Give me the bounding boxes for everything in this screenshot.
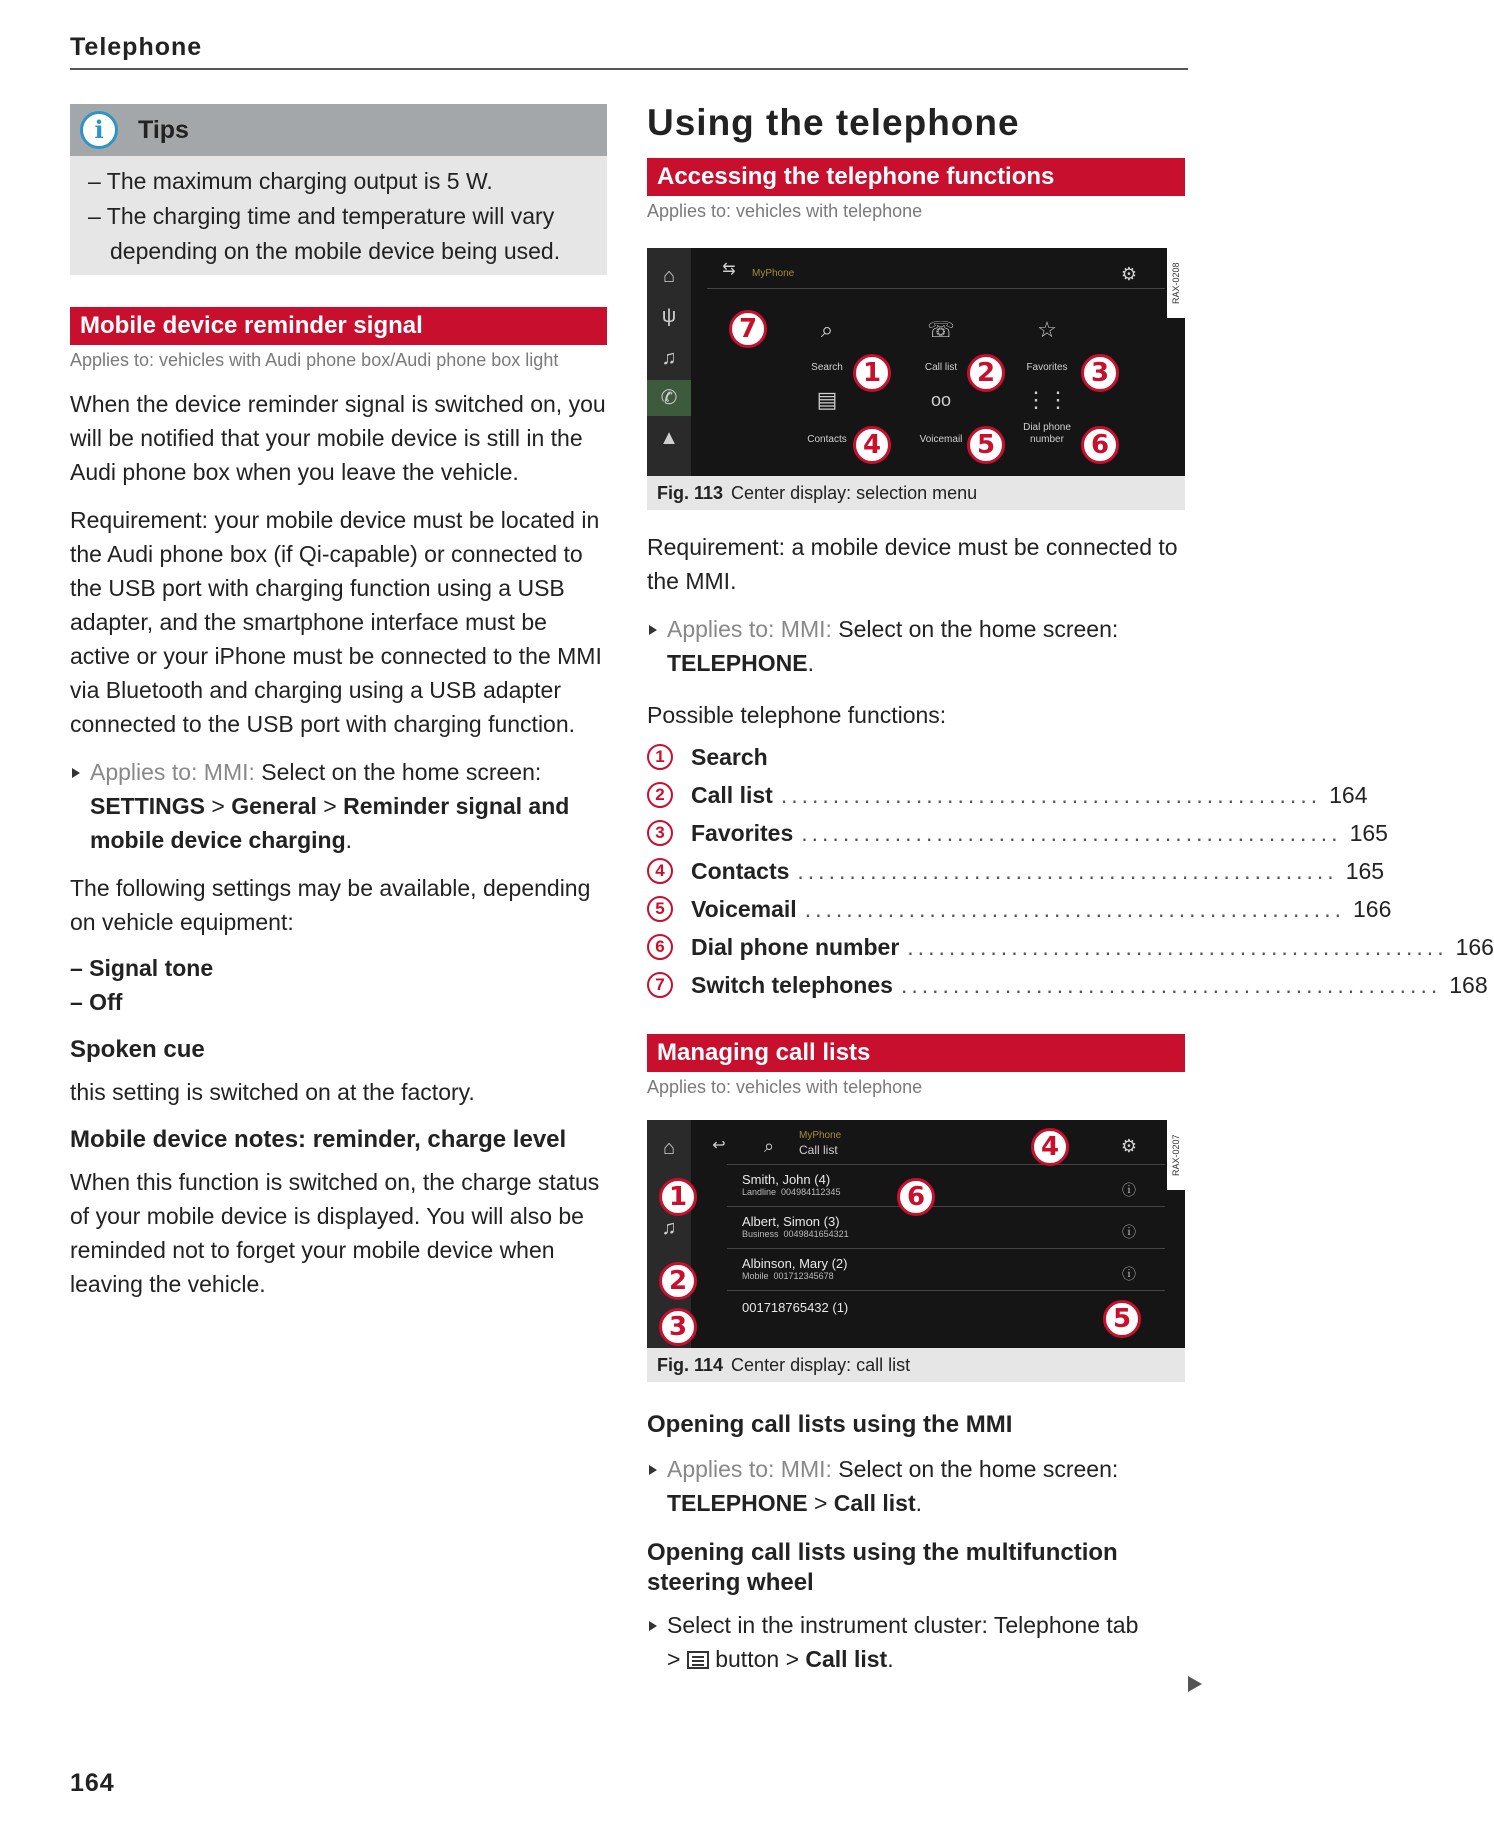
contacts-icon: ▤ bbox=[816, 387, 838, 412]
step-text: Select in the instrument cluster: Telephone tab bbox=[667, 1612, 1139, 1638]
callout-6: 6 bbox=[897, 1178, 935, 1216]
function-page: 168 bbox=[1449, 972, 1488, 998]
gear-icon: ⚙ bbox=[1120, 264, 1138, 284]
star-icon: ☆ bbox=[1037, 317, 1057, 342]
function-item bbox=[647, 966, 1488, 1004]
step-end: . bbox=[887, 1646, 894, 1672]
instruction-step bbox=[70, 755, 607, 857]
tile-label: Call list bbox=[924, 362, 958, 373]
tile-label: Search bbox=[811, 362, 843, 373]
row-divider bbox=[727, 1164, 1165, 1165]
function-number: 7 bbox=[647, 972, 673, 998]
row-divider bbox=[727, 1290, 1165, 1291]
function-item bbox=[647, 738, 1185, 776]
info-icon: ⓘ bbox=[1122, 1266, 1136, 1282]
rax-label: RAX-0208 bbox=[1167, 248, 1185, 318]
call-type: Business bbox=[742, 1229, 779, 1239]
callout-5: 5 bbox=[967, 426, 1005, 464]
step-prefix: Applies to: MMI: bbox=[90, 759, 255, 785]
spoken-cue-heading: Spoken cue bbox=[70, 1036, 205, 1063]
keypad-icon: ⋮⋮ bbox=[1025, 387, 1069, 412]
path-separator: > bbox=[667, 1646, 681, 1672]
functions-intro: Possible telephone functions: bbox=[647, 702, 947, 728]
info-icon: ⓘ bbox=[1122, 1182, 1136, 1198]
display-call-list bbox=[647, 1120, 1185, 1348]
right-column bbox=[647, 100, 1494, 1676]
function-page: 165 bbox=[1345, 858, 1385, 884]
callout-1: 1 bbox=[853, 354, 891, 392]
step-end: . bbox=[807, 650, 814, 676]
step-text: Select on the home screen: bbox=[838, 616, 1119, 642]
function-item bbox=[647, 776, 1368, 814]
figure-caption bbox=[647, 476, 1185, 510]
applies-to: Applies to: vehicles with Audi phone box/Audi phone box light bbox=[70, 350, 559, 370]
callout-4: 4 bbox=[1031, 1128, 1069, 1166]
menu-path-call-list: Call list bbox=[805, 1646, 888, 1672]
figure-113 bbox=[647, 248, 1185, 510]
section-title-access: Accessing the telephone functions bbox=[647, 158, 1185, 196]
header-divider bbox=[70, 68, 1188, 70]
callout-3: 3 bbox=[659, 1308, 697, 1346]
tile-label: Contacts bbox=[807, 434, 847, 445]
function-page: 166 bbox=[1455, 934, 1494, 960]
next-page-arrow-icon bbox=[1188, 1676, 1202, 1692]
tips-box bbox=[70, 104, 607, 275]
voicemail-icon: oo bbox=[930, 390, 952, 410]
path-separator: > bbox=[323, 793, 337, 819]
phone-icon: ✆ bbox=[647, 380, 691, 416]
row-divider bbox=[727, 1248, 1165, 1249]
left-column bbox=[70, 104, 607, 1301]
figure-number: Fig. 114 bbox=[657, 1355, 724, 1375]
leader-dots: .................................................... bbox=[907, 934, 1448, 960]
function-item bbox=[647, 890, 1392, 928]
reminder-section bbox=[70, 307, 607, 1301]
search-icon: ⌕ bbox=[763, 1136, 775, 1156]
function-label: Switch telephones bbox=[691, 972, 893, 998]
call-number: 0049841654321 bbox=[783, 1229, 849, 1239]
function-label: Voicemail bbox=[691, 896, 797, 922]
main-title: Using the telephone bbox=[647, 102, 1020, 143]
info-icon: ⓘ bbox=[1122, 1224, 1136, 1240]
page-number: 164 bbox=[70, 1769, 115, 1797]
back-icon: ↩ bbox=[712, 1137, 726, 1154]
section-title-calls: Managing call lists bbox=[647, 1034, 1185, 1072]
function-item bbox=[647, 814, 1388, 852]
step-end: . bbox=[915, 1490, 922, 1516]
option-item: – Signal tone bbox=[70, 955, 214, 981]
paragraph: Requirement: a mobile device must be connected to the MMI. bbox=[647, 534, 1178, 594]
function-number: 6 bbox=[647, 934, 673, 960]
figure-number: Fig. 113 bbox=[657, 483, 724, 503]
option-item: – Off bbox=[70, 989, 123, 1015]
screen-supertitle: MyPhone bbox=[799, 1130, 842, 1141]
paragraph: this setting is switched on at the factory. bbox=[70, 1079, 475, 1105]
tips-title: Tips bbox=[138, 116, 189, 144]
menu-path-settings: SETTINGS bbox=[90, 793, 206, 819]
caption-text: Center display: selection menu bbox=[731, 483, 978, 503]
function-page: 165 bbox=[1349, 820, 1388, 846]
info-icon: i bbox=[80, 111, 118, 149]
notes-heading: Mobile device notes: reminder, charge level bbox=[70, 1126, 567, 1153]
section-title-reminder: Mobile device reminder signal bbox=[70, 307, 607, 345]
call-number: 004984112345 bbox=[781, 1187, 841, 1197]
menu-path-call-list: Call list bbox=[833, 1490, 916, 1516]
home-icon: ⌂ bbox=[662, 265, 676, 287]
call-row bbox=[742, 1214, 849, 1240]
row-divider bbox=[727, 1206, 1165, 1207]
function-number: 2 bbox=[647, 782, 673, 808]
instruction-step bbox=[647, 1608, 1185, 1676]
step-text: Select on the home screen: bbox=[261, 759, 542, 785]
display-selection-menu bbox=[647, 248, 1185, 476]
display-sidebar bbox=[647, 248, 691, 476]
call-type: Landline bbox=[742, 1187, 777, 1197]
tile-label: Favorites bbox=[1026, 362, 1068, 373]
calls-section bbox=[647, 1034, 1185, 1100]
function-number: 1 bbox=[647, 744, 673, 770]
caption-text: Center display: call list bbox=[731, 1355, 911, 1375]
callout-2: 2 bbox=[659, 1262, 697, 1300]
leader-dots: .................................................... bbox=[804, 896, 1345, 922]
path-separator: > bbox=[211, 793, 225, 819]
step-prefix: Applies to: MMI: bbox=[667, 1456, 832, 1482]
tips-header bbox=[70, 104, 607, 156]
screen-title: MyPhone bbox=[752, 268, 795, 279]
call-name: Albinson, Mary (2) bbox=[742, 1256, 848, 1271]
function-number: 5 bbox=[647, 896, 673, 922]
open-mmi-heading: Opening call lists using the MMI bbox=[647, 1411, 1013, 1438]
music-icon: ♫ bbox=[661, 1217, 677, 1239]
step-end: . bbox=[345, 827, 353, 853]
function-number: 4 bbox=[647, 858, 673, 884]
search-icon: ⌕ bbox=[820, 317, 834, 342]
leader-dots: .................................................... bbox=[780, 782, 1322, 808]
menu-path-telephone: TELEPHONE bbox=[667, 650, 808, 676]
leader-dots: .................................................... bbox=[900, 972, 1442, 998]
tile-label: Voicemail bbox=[919, 434, 963, 445]
path-separator: > bbox=[785, 1646, 799, 1672]
call-row bbox=[742, 1300, 848, 1315]
open-wheel-heading: Opening call lists using the multifunction steering wheel bbox=[647, 1539, 1118, 1596]
rax-label: RAX-0207 bbox=[1167, 1120, 1185, 1190]
menu-path-general: General bbox=[231, 793, 317, 819]
call-name: Albert, Simon (3) bbox=[742, 1214, 840, 1229]
functions-list bbox=[647, 738, 1494, 1004]
instruction-step bbox=[647, 1452, 1185, 1520]
function-label: Dial phone number bbox=[691, 934, 900, 960]
page-header-title: Telephone bbox=[70, 33, 203, 61]
button-word: button bbox=[715, 1646, 780, 1672]
tips-body bbox=[70, 156, 607, 275]
call-row bbox=[742, 1256, 847, 1282]
leader-dots: .................................................... bbox=[797, 858, 1338, 884]
function-item bbox=[647, 928, 1494, 966]
paragraph: Requirement: your mobile device must be located in the Audi phone box (if Qi-capable) or connected to the USB port with charging function using a USB adapter, and the smartphone interface must be active or your iPhone must be connected to the MMI via Bluetooth and charging using a USB adapter connected to the USB port with charging function. bbox=[70, 507, 602, 737]
paragraph: When the device reminder signal is switched on, you will be notified that your mobile device is still in the Audi phone box when you leave the vehicle. bbox=[70, 391, 606, 485]
callout-4: 4 bbox=[853, 426, 891, 464]
callout-2: 2 bbox=[967, 354, 1005, 392]
function-page: 166 bbox=[1352, 896, 1392, 922]
step-prefix: Applies to: MMI: bbox=[667, 616, 832, 642]
call-number: 001712345678 bbox=[773, 1271, 834, 1281]
navigation-icon: ▲ bbox=[659, 427, 679, 449]
applies-to: Applies to: vehicles with telephone bbox=[647, 1077, 923, 1097]
screen-title: Call list bbox=[799, 1143, 838, 1157]
call-name: 001718765432 (1) bbox=[742, 1300, 849, 1315]
paragraph: The following settings may be available, depending on vehicle equipment: bbox=[70, 875, 591, 935]
callout-6: 6 bbox=[1081, 426, 1119, 464]
path-separator: > bbox=[813, 1490, 828, 1516]
call-row bbox=[742, 1172, 840, 1198]
function-label: Search bbox=[691, 744, 768, 770]
figure-114 bbox=[647, 1120, 1185, 1382]
function-label: Favorites bbox=[691, 820, 794, 846]
call-type: Mobile bbox=[742, 1271, 769, 1281]
leader-dots: .................................................... bbox=[801, 820, 1342, 846]
function-number: 3 bbox=[647, 820, 673, 846]
menu-path-reminder: Reminder signal and mobile device charging bbox=[90, 793, 570, 853]
tile-label: Dial phone number bbox=[1023, 422, 1071, 445]
gear-icon: ⚙ bbox=[1120, 1136, 1138, 1156]
callout-7: 7 bbox=[729, 310, 767, 348]
figure-caption bbox=[647, 1348, 1185, 1382]
display-divider bbox=[707, 288, 1165, 289]
function-page: 164 bbox=[1329, 782, 1368, 808]
menu-list-icon bbox=[687, 1651, 709, 1669]
function-item bbox=[647, 852, 1385, 890]
tips-item: – The maximum charging output is 5 W. bbox=[88, 168, 493, 194]
applies-to: Applies to: vehicles with telephone bbox=[647, 201, 923, 221]
callout-1: 1 bbox=[659, 1178, 697, 1216]
callout-3: 3 bbox=[1081, 354, 1119, 392]
callout-5: 5 bbox=[1103, 1300, 1141, 1338]
step-text: Select on the home screen: bbox=[838, 1456, 1119, 1482]
tips-item: – The charging time and temperature will vary depending on the mobile device being used. bbox=[88, 203, 561, 264]
home-icon: ⌂ bbox=[662, 1137, 676, 1159]
call-list-icon: ☏ bbox=[927, 317, 955, 342]
function-label: Call list bbox=[691, 782, 773, 808]
function-label: Contacts bbox=[691, 858, 790, 884]
menu-path-telephone: TELEPHONE bbox=[667, 1490, 808, 1516]
paragraph: When this function is switched on, the charge status of your mobile device is displayed. You will also be reminded not to forget your mobile device when leaving the vehicle. bbox=[70, 1169, 600, 1297]
antenna-icon: ψ bbox=[661, 305, 677, 327]
call-name: Smith, John (4) bbox=[742, 1172, 831, 1187]
music-icon: ♫ bbox=[661, 347, 677, 369]
switch-phone-icon: ⇆ bbox=[722, 261, 736, 278]
instruction-step bbox=[647, 612, 1185, 680]
